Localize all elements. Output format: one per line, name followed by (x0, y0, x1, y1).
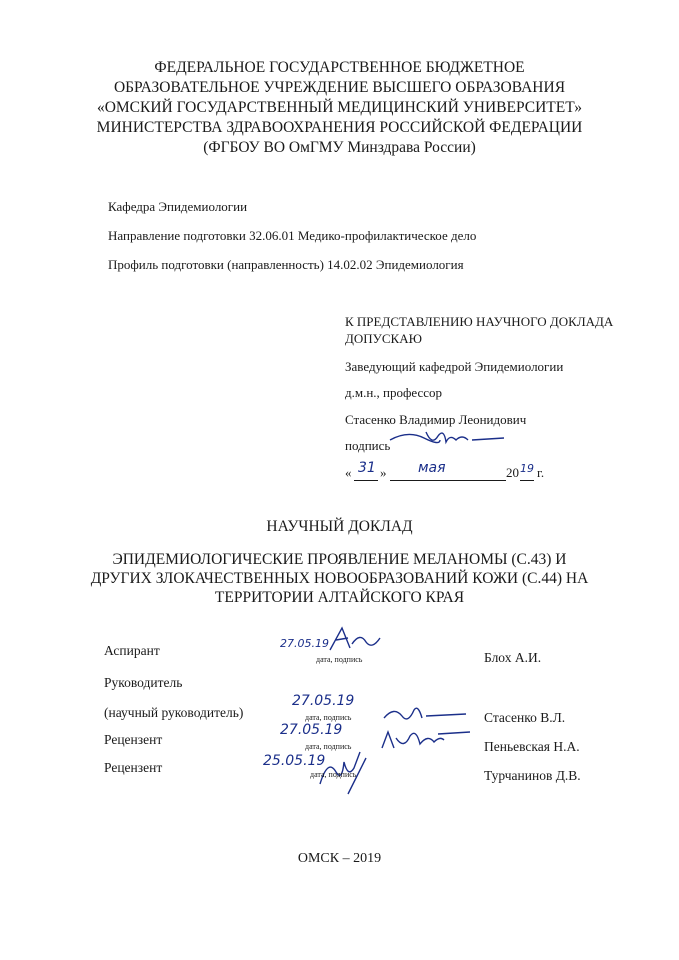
report-title-line-1: ЭПИДЕМИОЛОГИЧЕСКИЕ ПРОЯВЛЕНИЕ МЕЛАНОМЫ (С.43) И (112, 551, 567, 568)
signature-date: 27.05.19 (292, 693, 355, 709)
signature-date: 25.05.19 (263, 753, 326, 769)
day-underline (354, 480, 378, 481)
signature-date: 27.05.19 (280, 722, 343, 738)
date-signature-label: дата, подпись (316, 655, 363, 664)
report-title-line-3: ТЕРРИТОРИИ АЛТАЙСКОГО КРАЯ (214, 589, 465, 606)
header-line-2: ОБРАЗОВАТЕЛЬНОЕ УЧРЕЖДЕНИЕ ВЫСШЕГО ОБРАЗОВАНИЯ (113, 79, 566, 96)
month-underline (390, 480, 506, 481)
signature-name: Блох А.И. (484, 650, 542, 665)
approval-line-2: ДОПУСКАЮ (345, 331, 422, 346)
signature-name: Стасенко В.Л. (484, 710, 566, 725)
date-month: мая (418, 460, 446, 476)
header-line-3: «ОМСКИЙ ГОСУДАРСТВЕННЫЙ МЕДИЦИНСКИЙ УНИВЕРСИТЕТ» (96, 99, 583, 116)
signature-role: Рецензент (104, 732, 163, 747)
approval-degree: д.м.н., профессор (345, 385, 443, 400)
head-signature-icon (388, 426, 508, 452)
date-day: 31 (358, 460, 376, 476)
profile: Профиль подготовки (направленность) 14.02.02 Эпидемиология (108, 257, 464, 272)
signature-icon (326, 624, 386, 654)
year-underline (520, 480, 534, 481)
date-close-quote: » (380, 465, 387, 480)
signature-icon (378, 728, 473, 752)
signature-role: Рецензент (104, 760, 163, 775)
direction: Направление подготовки 32.06.01 Медико-профилактическое дело (108, 228, 477, 243)
signature-role: Руководитель (104, 675, 183, 690)
date-year-prefix: 20 (506, 465, 519, 480)
signature-role: Аспирант (104, 643, 160, 658)
signature-name: Пеньевская Н.А. (484, 739, 580, 754)
signature-icon (380, 702, 470, 726)
date-open-quote: « (345, 465, 352, 480)
approval-line-1: К ПРЕДСТАВЛЕНИЮ НАУЧНОГО ДОКЛАДА (345, 314, 614, 329)
date-signature-label: дата, подпись (310, 770, 357, 779)
approval-position: Заведующий кафедрой Эпидемиологии (345, 359, 564, 374)
signature-name: Турчанинов Д.В. (484, 768, 581, 783)
city-year: ОМСК – 2019 (297, 851, 382, 866)
report-title-line-2: ДРУГИХ ЗЛОКАЧЕСТВЕННЫХ НОВООБРАЗОВАНИЙ КОЖИ (С.44) НА (90, 570, 589, 587)
approval-name: Стасенко Владимир Леонидович (345, 412, 527, 427)
date-year-suffix: 19 (520, 462, 534, 475)
date-signature-label: дата, подпись (305, 713, 352, 722)
header-line-1: ФЕДЕРАЛЬНОЕ ГОСУДАРСТВЕННОЕ БЮДЖЕТНОЕ (154, 59, 525, 76)
header-line-5: (ФГБОУ ВО ОмГМУ Минздрава России) (203, 139, 476, 156)
date-year-unit: г. (537, 465, 545, 480)
header-line-4: МИНИСТЕРСТВА ЗДРАВООХРАНЕНИЯ РОССИЙСКОЙ ФЕДЕРАЦИИ (96, 119, 583, 136)
signature-date: 27.05.19 (280, 637, 329, 650)
department: Кафедра Эпидемиологии (108, 199, 248, 214)
report-type: НАУЧНЫЙ ДОКЛАД (266, 518, 413, 535)
signature-role: (научный руководитель) (104, 705, 244, 720)
date-signature-label: дата, подпись (305, 742, 352, 751)
approval-signature-label: подпись (345, 438, 391, 453)
